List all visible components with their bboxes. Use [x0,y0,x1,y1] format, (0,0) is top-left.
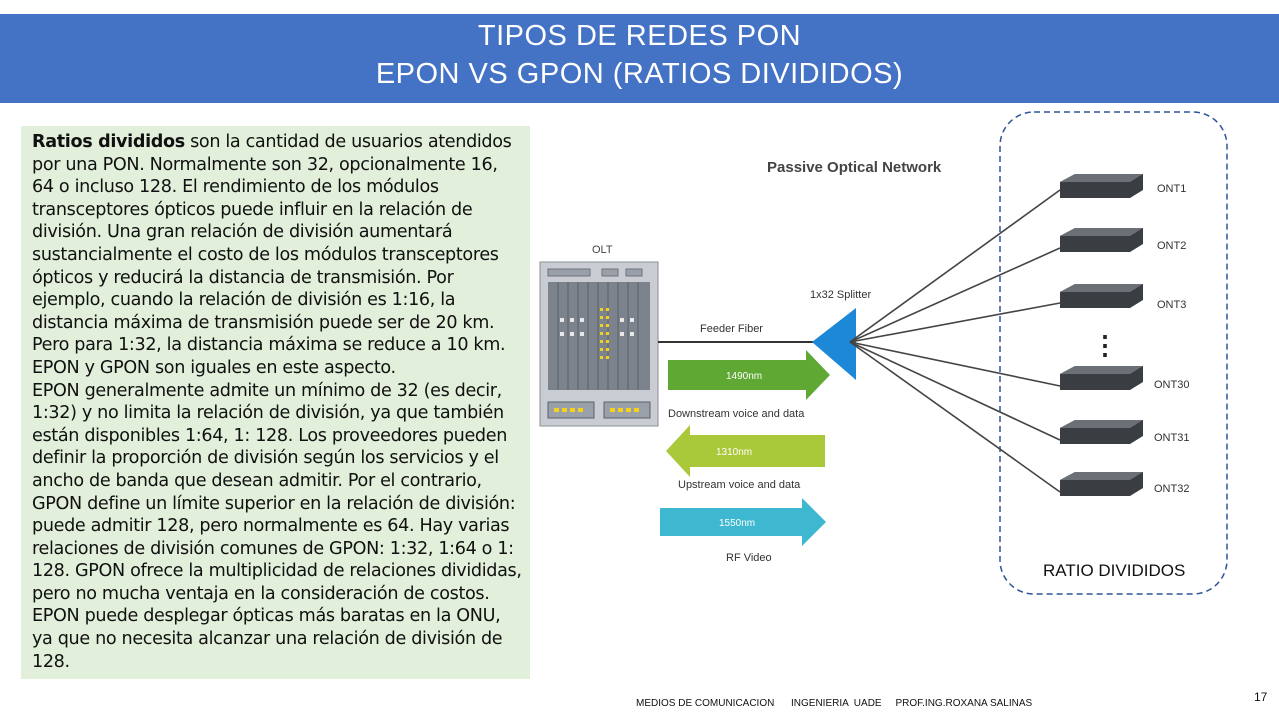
feeder-fiber-label: Feeder Fiber [700,323,763,335]
footer-text: MEDIOS DE COMUNICACION INGENIERIA UADE PROF.ING.ROXANA SALINAS [636,698,1033,709]
diagram-title: Passive Optical Network [767,159,942,176]
page-number: 17 [1254,690,1268,704]
paragraph-1: son la cantidad de usuarios atendidos por una PON. Normalmente son 32, opcionalmente 16, 64 o incluso 128. El rendimiento de los módulos transceptores ópticos puede influir en la relación de división. Una gran relación de división aumentará sustancialmente el costo de los módulos transceptores ópticos y reducirá la distancia de transmisión. Por ejemplo, cuando la relación de división es 1:16, la distancia máxima de transmisión puede ser de 20 km. Pero para 1:32, la distancia máxima se reduce a 10 km. EPON y GPON son iguales en este aspecto. [32,132,512,378]
slide-title-line-1: TIPOS DE REDES PON [477,20,802,52]
splitter-label: 1x32 Splitter [810,289,872,301]
downstream-caption: Downstream voice and data [668,408,805,420]
ont-label-1: ONT1 [1157,183,1187,195]
olt-device [540,262,658,426]
upstream-arrow-label: 1310nm [716,447,753,458]
rf-arrow-label: 1550nm [719,518,756,529]
fiber-lines [850,190,1060,492]
ont-label-3: ONT3 [1157,299,1187,311]
paragraph-2: EPON generalmente admite un mínimo de 32 (es decir, 1:32) y no limita la relación de división, ya que también están disponibles 1:64, 1: 128. Los proveedores pueden definir la proporción de división según los servicios y el ancho de banda que desean admitir. Por el contrario, GPON define un límite superior en la relación de división: puede admitir 128, pero normalmente es 64. Hay varias relaciones de división comunes de GPON: 1:32, 1:64 o 1: 128. GPON ofrece la multiplicidad de relaciones divididas, pero no mucha ventaja en la consideración de costos. EPON puede desplegar ópticas más baratas en la ONU, ya que no necesita alcanzar una relación de división de 128. [32,380,522,672]
ratio-label: RATIO DIVIDIDOS [1043,561,1186,580]
ont-label-31: ONT31 [1154,432,1190,444]
ont-label-30: ONT30 [1154,379,1190,391]
ont-label-32: ONT32 [1154,483,1190,495]
olt-label: OLT [592,244,613,256]
ont-device-2 [1060,228,1143,252]
ont-device-31 [1060,420,1143,444]
slide-title-line-2: EPON VS GPON (RATIOS DIVIDIDOS) [375,58,904,90]
rf-caption: RF Video [726,552,772,564]
ellipsis-vertical: ⋮ [1092,330,1118,360]
ont-device-3 [1060,284,1143,308]
bold-lead: Ratios divididos [32,132,185,152]
upstream-caption: Upstream voice and data [678,479,801,491]
pon-diagram [530,110,1270,690]
ont-label-2: ONT2 [1157,240,1187,252]
body-text [32,131,524,673]
downstream-arrow-label: 1490nm [726,371,763,382]
ont-device-32 [1060,472,1143,496]
ont-device-1 [1060,174,1143,198]
ont-device-30 [1060,366,1143,390]
